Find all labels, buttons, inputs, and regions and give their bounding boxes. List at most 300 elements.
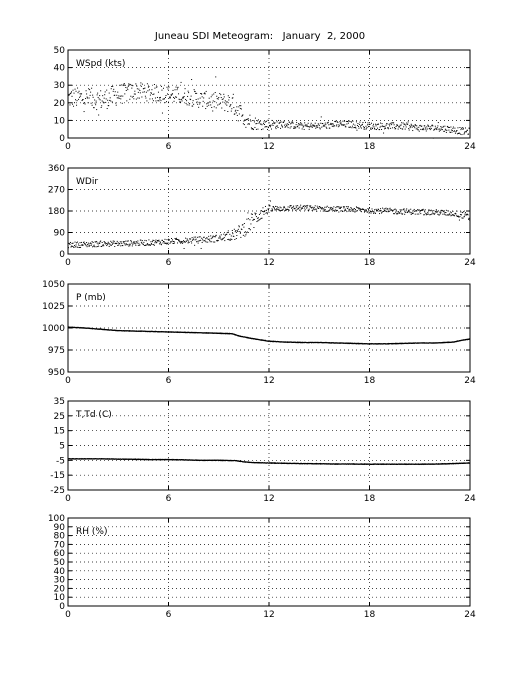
data-point [467,130,468,131]
data-point [113,242,114,243]
data-point [72,246,73,247]
data-point [300,122,301,123]
data-point [237,231,238,232]
data-point [140,82,141,83]
data-point [97,242,98,243]
data-point [87,246,88,247]
data-point [371,211,372,212]
data-point [117,97,118,98]
data-point [414,126,415,127]
data-point [228,95,229,96]
y-tick-label: 1050 [42,280,65,290]
data-point [105,91,106,92]
data-point [435,126,436,127]
data-point [387,123,388,124]
data-point [392,122,393,123]
data-point [150,241,151,242]
data-point [271,125,272,126]
data-point [125,87,126,88]
data-point [144,88,145,89]
data-point [261,124,262,125]
data-point [102,242,103,243]
data-point [106,90,107,91]
data-point [187,104,188,105]
data-point [94,107,95,108]
data-point [237,110,238,111]
data-point [351,210,352,211]
data-point [352,126,353,127]
data-point [294,126,295,127]
data-point [431,128,432,129]
x-tick-label: 12 [263,610,275,620]
y-tick-label: 0 [59,602,65,612]
data-point [275,127,276,128]
data-point [110,97,111,98]
data-point [380,210,381,211]
data-point [289,210,290,211]
data-point [148,245,149,246]
data-point [158,240,159,241]
data-point [335,121,336,122]
data-point [174,98,175,99]
data-point [96,246,97,247]
x-tick-label: 6 [165,142,172,152]
data-point [224,110,225,111]
data-point [109,100,110,101]
data-point [246,232,247,233]
data-point [145,96,146,97]
data-point [394,124,395,125]
data-point [88,243,89,244]
data-point [139,244,140,245]
data-point [181,242,182,243]
data-point [155,240,156,241]
data-point [326,128,327,129]
y-tick-label: 40 [53,566,65,577]
data-point [465,212,466,213]
data-point [360,126,361,127]
data-point [465,127,466,128]
data-point [193,104,194,105]
data-point [210,235,211,236]
data-point [280,122,281,123]
data-point [285,126,286,127]
data-point [151,243,152,244]
data-point [425,213,426,214]
data-point [370,128,371,129]
data-point [446,130,447,131]
data-point [355,128,356,129]
data-point [169,87,170,88]
data-point [459,127,460,128]
data-point [219,104,220,105]
data-point [216,96,217,97]
data-point [297,209,298,210]
data-point [314,207,315,208]
data-point [90,242,91,243]
y-tick-label: 975 [47,346,65,356]
data-point [383,211,384,212]
data-point [352,209,353,210]
data-point [353,211,354,212]
chart-panel-1 [54,46,476,152]
data-point [144,91,145,92]
y-tick-label: 40 [53,63,65,74]
data-point [137,88,138,89]
data-point [303,126,304,127]
data-point [258,123,259,124]
data-point [416,128,417,129]
data-point [395,212,396,213]
data-point [95,103,96,104]
data-point [280,210,281,211]
data-point [459,220,460,221]
data-point [182,243,183,244]
data-point [119,243,120,244]
data-point [108,242,109,243]
y-tick-label: 90 [53,228,65,239]
data-point [273,122,274,123]
data-point [263,123,264,124]
data-point [301,123,302,124]
data-point [295,208,296,209]
data-point [194,245,195,246]
data-point [342,121,343,122]
data-point [152,98,153,99]
data-point [276,208,277,209]
data-point [107,244,108,245]
data-point [350,211,351,212]
data-point [91,243,92,244]
data-point [365,126,366,127]
data-point [435,211,436,212]
data-point [342,124,343,125]
data-point [120,98,121,99]
data-point [416,210,417,211]
data-point [293,207,294,208]
data-point [182,241,183,242]
data-point [107,243,108,244]
data-point [128,240,129,241]
data-point [375,213,376,214]
data-point [377,210,378,211]
x-tick-label: 24 [464,610,476,620]
data-point [329,210,330,211]
data-point [324,125,325,126]
data-point [214,236,215,237]
data-point [349,209,350,210]
data-point [98,246,99,247]
data-point [355,209,356,210]
data-point [367,124,368,125]
data-point [103,245,104,246]
data-point [319,127,320,128]
data-point [437,211,438,212]
data-point [97,246,98,247]
data-point [207,106,208,107]
data-point [129,99,130,100]
data-point [287,209,288,210]
data-point [315,128,316,129]
data-point [168,102,169,103]
data-point [453,127,454,128]
data-point [185,242,186,243]
data-point [135,243,136,244]
data-point [430,129,431,130]
data-point [405,212,406,213]
data-point [276,126,277,127]
data-point [240,233,241,234]
data-point [88,245,89,246]
data-point [304,208,305,209]
data-point [315,205,316,206]
data-point [164,243,165,244]
data-point [222,102,223,103]
data-point [70,104,71,105]
data-point [124,241,125,242]
data-point [275,209,276,210]
data-point [120,241,121,242]
data-point [308,210,309,211]
y-tick-label: 180 [47,207,65,217]
x-tick-label: 12 [263,494,275,504]
data-point [220,103,221,104]
data-point [195,239,196,240]
y-tick-label: 1025 [42,302,65,312]
data-point [84,102,85,103]
data-point [90,95,91,96]
data-point [187,238,188,239]
data-point [137,97,138,98]
data-point [131,85,132,86]
data-point [339,208,340,209]
data-point [183,240,184,241]
data-point [189,105,190,106]
data-point [406,210,407,211]
data-point [417,214,418,215]
data-point [117,241,118,242]
data-point [458,217,459,218]
data-point [321,208,322,209]
data-point [405,129,406,130]
data-point [142,92,143,93]
data-point [332,126,333,127]
data-point [298,123,299,124]
chart-panel-3 [42,280,476,386]
data-point [411,124,412,125]
data-point [216,107,217,108]
data-point [77,242,78,243]
data-point [349,121,350,122]
data-point [312,207,313,208]
data-point [429,210,430,211]
data-point [310,205,311,206]
y-tick-label: 70 [53,540,65,551]
data-point [96,109,97,110]
data-point [440,130,441,131]
data-point [92,95,93,96]
data-point [466,131,467,132]
data-point [449,127,450,128]
data-point [388,211,389,212]
data-point [272,208,273,209]
data-point [367,208,368,209]
data-point [329,209,330,210]
data-point [236,238,237,239]
data-point [197,241,198,242]
data-point [106,245,107,246]
data-point [74,93,75,94]
data-point [194,237,195,238]
data-point [197,237,198,238]
data-point [229,97,230,98]
x-tick-label: 0 [65,142,71,152]
data-point [301,125,302,126]
data-point [89,245,90,246]
data-point [255,213,256,214]
data-point [85,244,86,245]
x-tick-label: 0 [65,610,71,620]
data-point [176,87,177,88]
y-tick-label: 30 [53,81,65,92]
data-point [304,122,305,123]
data-point [123,85,124,86]
data-point [71,92,72,93]
data-point [287,126,288,127]
data-point [146,100,147,101]
data-point [364,212,365,213]
data-point [118,242,119,243]
data-point [72,104,73,105]
data-point [256,216,257,217]
data-point [267,213,268,214]
data-point [300,124,301,125]
data-point [317,127,318,128]
data-point [277,121,278,122]
data-point [252,220,253,221]
data-point [222,99,223,100]
data-point [418,214,419,215]
data-point [209,239,210,240]
data-point [255,123,256,124]
data-point [309,205,310,206]
data-point [247,212,248,213]
data-point [302,128,303,129]
data-point [231,108,232,109]
data-point [452,211,453,212]
data-point [113,241,114,242]
data-point [70,242,71,243]
data-point [250,119,251,120]
data-point [94,99,95,100]
data-point [250,223,251,224]
data-point [346,206,347,207]
data-point [187,240,188,241]
data-point [251,213,252,214]
data-point [254,121,255,122]
x-tick-label: 24 [464,258,476,268]
data-point [296,124,297,125]
data-point [159,97,160,98]
data-point [330,124,331,125]
data-point [461,214,462,215]
data-point [439,214,440,215]
data-point [178,87,179,88]
data-point [212,237,213,238]
data-point [275,206,276,207]
data-point [116,95,117,96]
data-point [210,104,211,105]
data-point [92,241,93,242]
data-point [359,122,360,123]
data-point [220,237,221,238]
data-point [303,127,304,128]
data-point [272,120,273,121]
data-point [112,86,113,87]
data-point [362,122,363,123]
data-point [374,211,375,212]
data-point [281,125,282,126]
data-point [351,208,352,209]
data-point [207,238,208,239]
data-point [136,241,137,242]
data-point [205,108,206,109]
data-point [404,124,405,125]
data-point [374,128,375,129]
data-point [247,119,248,120]
data-point [174,101,175,102]
data-point [306,205,307,206]
x-tick-label: 18 [363,258,376,268]
data-point [312,210,313,211]
data-point [175,96,176,97]
data-point [79,247,80,248]
data-point [380,127,381,128]
data-point [445,130,446,131]
data-point [195,237,196,238]
data-point [86,242,87,243]
data-point [172,239,173,240]
data-point [305,124,306,125]
data-point [153,100,154,101]
data-point [195,93,196,94]
data-point [297,126,298,127]
data-point [234,239,235,240]
data-point [141,86,142,87]
data-point [450,215,451,216]
data-point [345,210,346,211]
data-point [250,121,251,122]
data-point [447,214,448,215]
data-point [149,89,150,90]
data-point [422,209,423,210]
data-point [384,126,385,127]
y-tick-label: -5 [56,456,65,467]
x-tick-label: 6 [165,610,172,620]
data-point [109,93,110,94]
data-point [132,97,133,98]
data-point [463,134,464,135]
y-tick-label: 25 [53,411,65,422]
data-point [71,246,72,247]
data-point [434,129,435,130]
data-point [200,240,201,241]
data-point [211,96,212,97]
data-point [332,123,333,124]
data-point [463,211,464,212]
data-point [134,91,135,92]
data-point [151,244,152,245]
